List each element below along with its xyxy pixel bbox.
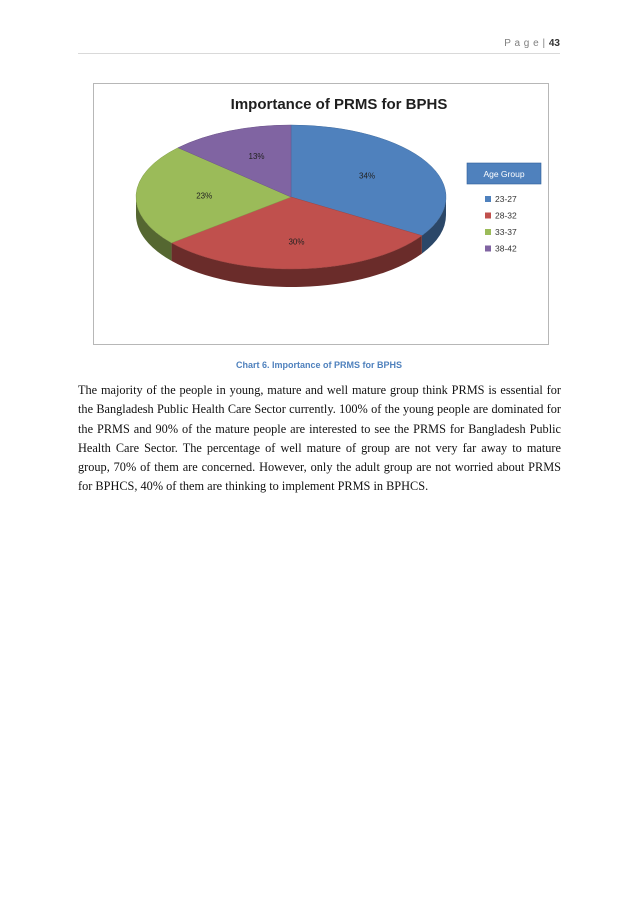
page-header	[0, 38, 560, 49]
legend-swatch-38-42	[485, 246, 491, 252]
legend-title: Age Group	[483, 169, 525, 179]
chart-title: Importance of PRMS for BPHS	[230, 96, 448, 113]
value-label-28-32: 30%	[288, 237, 305, 247]
chart-frame	[93, 83, 549, 345]
legend-label-33-37: 33-37	[495, 227, 517, 237]
legend-label-28-32: 28-32	[495, 210, 517, 221]
legend-swatch-23-27	[485, 196, 491, 202]
pie-chart	[94, 84, 548, 344]
header-rule	[78, 53, 560, 54]
chart-caption: Chart 6. Importance of PRMS for BPHS	[235, 360, 403, 370]
page-separator: |	[542, 38, 546, 49]
value-label-23-27: 34%	[359, 171, 376, 181]
body-paragraph: The majority of the people in young, mature and well mature group think PRMS is essential for the Bangladesh Public Health Care Sector currently. 100% of the young people are dominated for the PRMS and 90% of the mature people are interested to see the PRMS for Bangladesh Public Health Care Sector. The percentage of well mature of group are not very far away to mature group, 70% of them are concerned. However, only the adult group are not worried about PRMS for BPHCS, 40% of them are thinking to implement PRMS in BPHCS.	[78, 383, 561, 494]
value-label-38-42: 13%	[248, 152, 265, 162]
page-label: P a g e	[504, 38, 540, 49]
legend-label-38-42: 38-42	[495, 243, 517, 254]
value-label-33-37: 23%	[196, 191, 213, 201]
page-number: 43	[548, 38, 560, 49]
legend-swatch-28-32	[485, 213, 491, 219]
legend-swatch-33-37	[485, 229, 491, 235]
legend-label-23-27: 23-27	[495, 194, 517, 204]
legend	[467, 163, 541, 254]
pie-slices	[136, 125, 446, 269]
